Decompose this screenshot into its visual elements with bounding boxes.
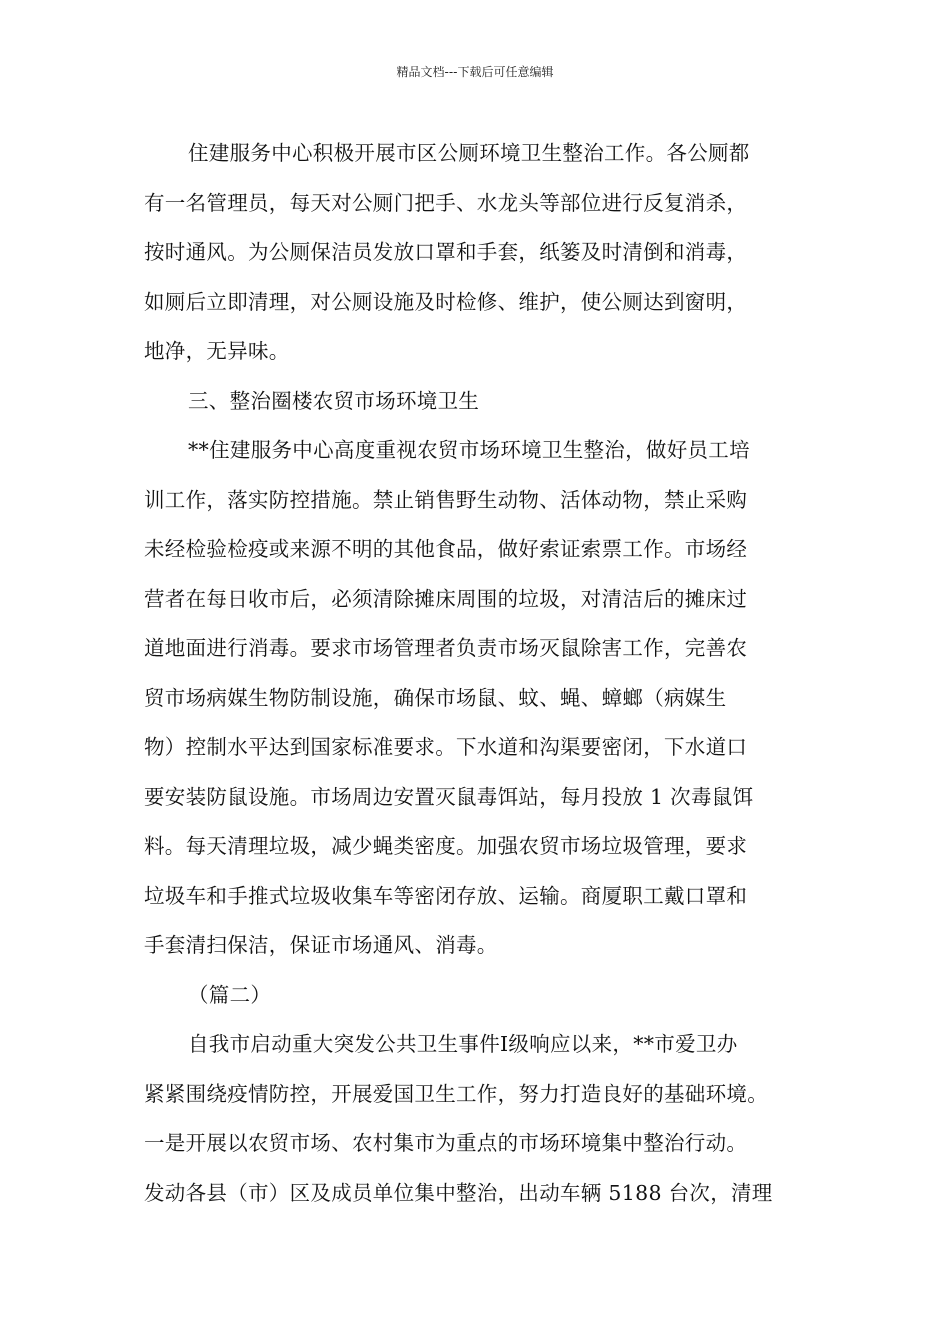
paragraph-line: 垃圾车和手推式垃圾收集车等密闭存放、运输。商厦职工戴口罩和 [144, 883, 748, 908]
section-heading: （篇二） [188, 982, 272, 1007]
paragraph-line: 如厕后立即清理，对公厕设施及时检修、维护，使公厕达到窗明， [144, 289, 748, 314]
paragraph-line: 贸市场病媒生物防制设施，确保市场鼠、蚊、蝇、蟑螂（病媒生 [144, 685, 727, 710]
paragraph-line: 物）控制水平达到国家标准要求。下水道和沟渠要密闭，下水道口 [144, 735, 748, 759]
paragraph-line: **住建服务中心高度重视农贸市场环境卫生整治，做好员工培 [188, 438, 750, 462]
paragraph-line: 按时通风。为公厕保洁员发放口罩和手套，纸篓及时清倒和消毒， [144, 240, 748, 264]
paragraph-line: 有一名管理员，每天对公厕门把手、水龙头等部位进行反复消杀， [144, 190, 748, 215]
paragraph-line: 要安装防鼠设施。市场周边安置灭鼠毒饵站，每月投放 1 次毒鼠饵 [144, 784, 754, 809]
paragraph-line: 一是开展以农贸市场、农村集市为重点的市场环境集中整治行动。 [144, 1131, 748, 1155]
paragraph-line: 营者在每日收市后，必须清除摊床周围的垃圾，对清洁后的摊床过 [144, 586, 748, 611]
paragraph-line: 发动各县（市）区及成员单位集中整治，出动车辆 5188 台次，清理 [144, 1180, 773, 1205]
paragraph-line: 训工作，落实防控措施。禁止销售野生动物、活体动物，禁止采购 [144, 487, 748, 512]
paragraph-line: 紧紧围绕疫情防控，开展爱国卫生工作，努力打造良好的基础环境。 [144, 1081, 768, 1106]
paragraph-line: 地净，无异味。 [144, 339, 290, 363]
paragraph-line: 住建服务中心积极开展市区公厕环境卫生整治工作。各公厕都 [188, 141, 750, 165]
paragraph-line: 未经检验检疫或来源不明的其他食品，做好索证索票工作。市场经 [144, 537, 748, 561]
paragraph-line: 自我市启动重大突发公共卫生事件Ⅰ级响应以来，**市爱卫办 [188, 1032, 738, 1056]
paragraph-line: 料。每天清理垃圾，减少蝇类密度。加强农贸市场垃圾管理，要求 [144, 834, 748, 858]
document-body [144, 129, 834, 1218]
paragraph-line: 手套清扫保洁，保证市场通风、消毒。 [144, 933, 498, 957]
paragraph-line: 道地面进行消毒。要求市场管理者负责市场灭鼠除害工作，完善农 [144, 636, 748, 660]
section-heading: 三、整治圈楼农贸市场环境卫生 [188, 388, 480, 413]
page-header: 精品文档---下载后可任意编辑 [396, 65, 554, 79]
